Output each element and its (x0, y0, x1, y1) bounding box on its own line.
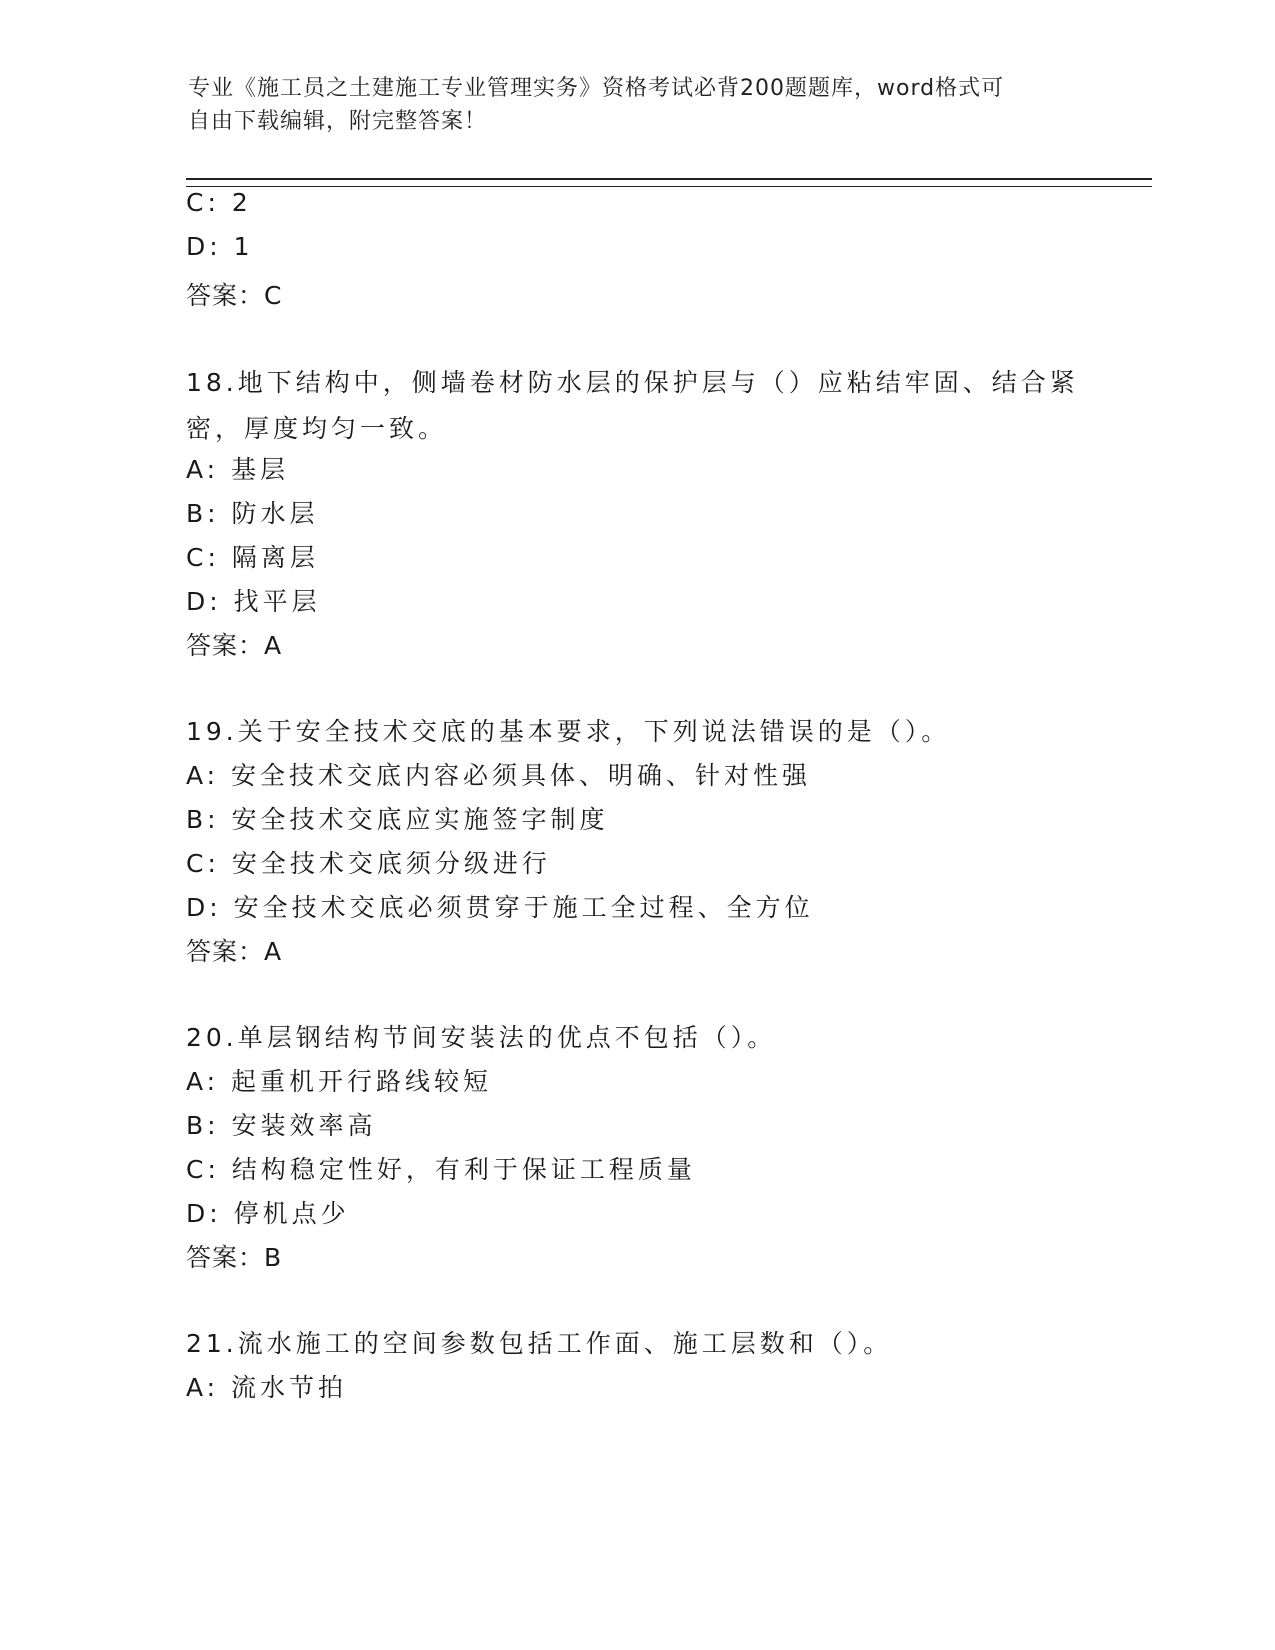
q18-option-a: A: 基层 (186, 455, 290, 484)
q18-option-b: B: 防水层 (186, 499, 319, 528)
q21-text: 21.流水施工的空间参数包括工作面、施工层数和（）。 (186, 1329, 893, 1358)
q19-option-a: A: 安全技术交底内容必须具体、明确、针对性强 (186, 761, 812, 790)
q17-option-c: C: 2 (186, 188, 252, 217)
header-divider (186, 178, 1152, 187)
q19-option-b: B: 安全技术交底应实施签字制度 (186, 805, 609, 834)
q19-text: 19.关于安全技术交底的基本要求，下列说法错误的是（）。 (186, 717, 951, 746)
q20-answer: 答案：B (186, 1243, 283, 1272)
q17-answer: 答案：C (186, 281, 283, 310)
header-line-1: 专业《施工员之土建施工专业管理实务》资格考试必背200题题库，word格式可 (188, 76, 1005, 101)
header-line-2: 自由下载编辑，附完整答案！ (188, 109, 488, 134)
q18-text: 18.地下结构中，侧墙卷材防水层的保护层与（）应粘结牢固、结合紧密，厚度均匀一致。 (186, 368, 1079, 443)
q18-option-c: C: 隔离层 (186, 543, 319, 572)
q20-option-b: B: 安装效率高 (186, 1111, 377, 1140)
q19-option-c: C: 安全技术交底须分级进行 (186, 849, 551, 878)
q20-option-a: A: 起重机开行路线较短 (186, 1067, 493, 1096)
q18-answer: 答案：A (186, 631, 283, 660)
document-header (188, 72, 1068, 138)
q19-answer: 答案：A (186, 937, 283, 966)
q20-option-d: D: 停机点少 (186, 1199, 350, 1228)
q20-option-c: C: 结构稳定性好，有利于保证工程质量 (186, 1155, 696, 1184)
q19-option-d: D: 安全技术交底必须贯穿于施工全过程、全方位 (186, 893, 814, 922)
q21-option-a: A: 流水节拍 (186, 1373, 348, 1402)
q18-option-d: D: 找平层 (186, 587, 321, 616)
q17-option-d: D: 1 (186, 232, 254, 261)
q20-text: 20.单层钢结构节间安装法的优点不包括（）。 (186, 1023, 777, 1052)
